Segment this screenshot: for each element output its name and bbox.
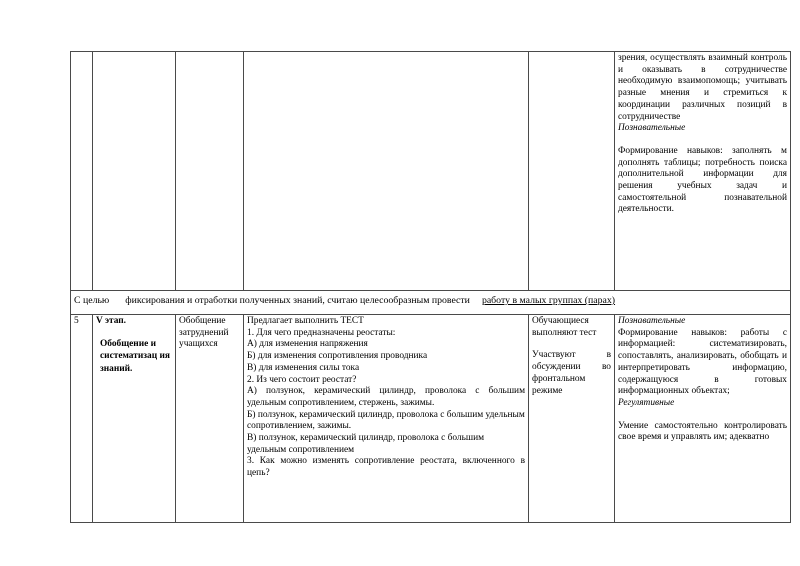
cell-stage: [93, 52, 176, 291]
uud-paragraph: зрения, осуществлять взаимный контроль и оказывать в сотрудничестве необходимую взаимопомощь; учитывать разные мнения и стремиться к координации различных позиций в сотрудничестве: [618, 53, 787, 122]
teacher-line: В) для изменения силы тока: [247, 362, 360, 373]
uud-subheading-regulyativnye: Регулятивные: [618, 397, 675, 408]
teacher-line: Предлагает выполнить ТЕСТ: [247, 316, 364, 326]
uud-paragraph: Формирование навыков: работы с информацией: систематизировать, сопоставлять, анализировать, обобщать и интерпретировать информацию, содержащуюся в готовых информационных объектах;: [618, 327, 787, 397]
uud-subheading-poznavatelnye: Познавательные: [618, 123, 686, 134]
teacher-line: 3. Как можно изменять сопротивление реостата, включенного в цепь?: [247, 456, 525, 479]
teacher-line: 2. Из чего состоит реостат?: [247, 374, 357, 385]
cell-uud: [615, 52, 791, 291]
stage-title: Обобщение и систематизац ия знаний.: [100, 338, 170, 374]
lesson-plan-table: [70, 51, 791, 523]
student-line: Обучающиеся выполняют тест: [532, 316, 597, 338]
teacher-line: А) для изменения напряжения: [247, 339, 368, 350]
cell-stage: [93, 315, 176, 523]
cell-uud: [615, 315, 791, 523]
uud-subheading-poznavatelnye: Познавательные: [618, 316, 686, 326]
cell-row-number: [71, 52, 93, 291]
cell-row-number: 5: [71, 315, 93, 523]
table-row: [71, 52, 791, 291]
cell-goal: [176, 52, 244, 291]
goal-text: Обобщение затруднений учащихся: [179, 316, 229, 350]
teacher-line: Б) ползунок, керамический цилиндр, проволока с большим удельным сопротивлением, зажимы.: [247, 409, 525, 432]
student-line: Участвуют в обсуждении во фронтальном режиме: [532, 350, 611, 396]
uud-paragraph: Умение самостоятельно контролировать свое время и управлять им; адекватно: [618, 420, 787, 443]
teacher-line: В) ползунок, керамический цилиндр, проволока с большим удельным сопротивлением: [247, 433, 485, 455]
cell-goal: [176, 315, 244, 523]
table-row-merged: [71, 291, 791, 315]
merged-note-body: фиксирования и отработки полученных знаний, считаю целесообразным провести: [125, 295, 470, 306]
teacher-line: Б) для изменения сопротивления проводника: [247, 351, 428, 362]
teacher-line: А) ползунок, керамический цилиндр, проволока с большим удельным сопротивлением, стержень, зажимы.: [247, 386, 525, 408]
teacher-line: 1. Для чего предназначены реостаты:: [247, 327, 396, 338]
cell-teacher-activity: [244, 52, 529, 291]
uud-paragraph: Формирование навыков: заполнять м дополнять таблицы; потребность поиска дополнительной информации для решения учебных задач и самостоятельной познавательной деятельности.: [618, 145, 787, 215]
table-row: [71, 315, 791, 523]
cell-merged-note: [71, 291, 791, 315]
merged-note-lead: С целью: [74, 295, 110, 306]
merged-note-text: [74, 292, 787, 307]
merged-note-answer: работу в малых группах (парах): [481, 295, 616, 306]
cell-student-activity: [529, 315, 615, 523]
cell-student-activity: [529, 52, 615, 291]
stage-heading: V этап.: [96, 316, 127, 326]
cell-teacher-activity: [244, 315, 529, 523]
